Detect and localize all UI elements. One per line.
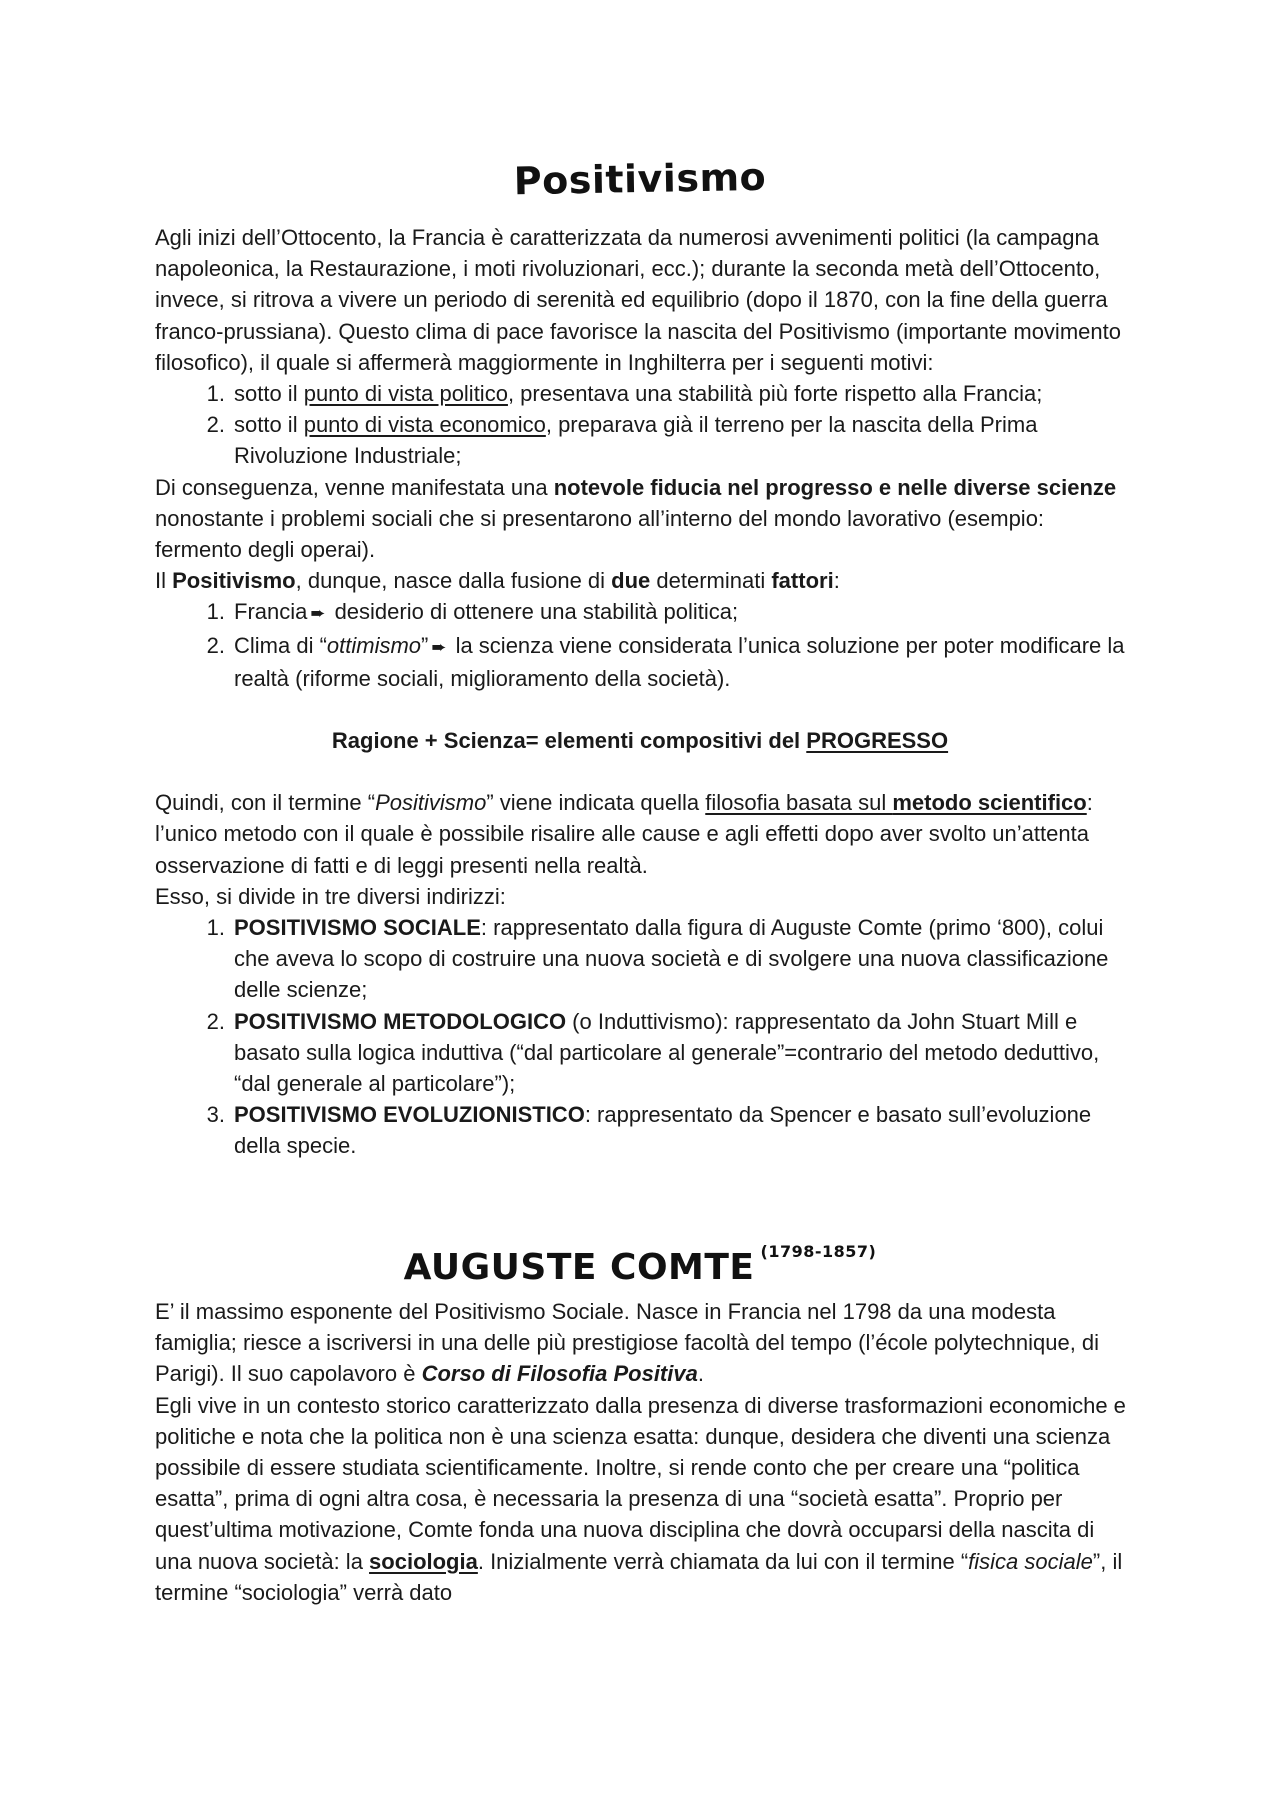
arrow-icon: ➨ [431, 636, 447, 657]
indirizzi-list [155, 912, 1135, 1162]
list-item: 2. Clima di “ottimismo” ➨ la scienza viene considerata l’unica soluzione per poter modificare la realtà (riforme sociali, miglioramento della società). [206, 632, 1125, 691]
title-positivismo: Positivismo [513, 154, 767, 204]
title-auguste-comte: AUGUSTE COMTE $^{(1798-1857)}$ [403, 1242, 877, 1288]
list-item: 1. Francia ➨ desiderio di ottenere una stabilità politica; [206, 599, 739, 625]
formula-progresso: Ragione + Scienza= elementi compositivi del PROGRESSO [331, 728, 949, 754]
section-comte [155, 1296, 1135, 1608]
conseguenza-paragraph: Di conseguenza, venne manifestata una notevole fiducia nel progresso e nelle diverse scienze nonostante i problemi sociali che si presentarono all’interno del mondo lavorativo (esempio: fermento degli operai). [155, 474, 1117, 563]
fusione-paragraph: Il Positivismo, dunque, nasce dalla fusione di due determinati fattori: [155, 568, 840, 594]
dates: (1798-1857) [760, 1242, 877, 1261]
list-item: 3. POSITIVISMO EVOLUZIONISTICO: rappresentato da Spencer e basato sull’evoluzione della specie. [206, 1102, 1092, 1159]
section-positivismo [155, 222, 1135, 1162]
list-item: 2. POSITIVISMO METODOLOGICO (o Induttivismo): rappresentato da John Stuart Mill e basato sulla logica induttiva (“dal particolare al generale”=contrario del metodo deduttivo, “dal generale al particolare”); [206, 1008, 1100, 1097]
list-item: 1. sotto il punto di vista politico, presentava una stabilità più forte rispetto alla Francia; [206, 381, 1043, 407]
list-item: 1. POSITIVISMO SOCIALE: rappresentato dalla figura di Auguste Comte (primo ‘800), colui che aveva lo scopo di costruire una nuova società e di svolgere una nuova classificazione delle scienze; [206, 915, 1109, 1003]
fattori-list [155, 596, 1135, 694]
motivi-list [155, 378, 1135, 472]
intro-paragraph: Agli inizi dell’Ottocento, la Francia è caratterizzata da numerosi avvenimenti politici (la campagna napoleonica, la Restaurazione, i moti rivoluzionari, ecc.); durante la seconda metà dell’Ottocento, invece, si ritrova a vivere un periodo di serenità ed equilibrio (dopo il 1870, con la fine della guerra franco-prussiana). Questo clima di pace favorisce la nascita del Positivismo (importante movimento filosofico), il quale si affermerà maggiormente in Inghilterra per i seguenti motivi: [155, 225, 1121, 375]
comte-paragraph-2: Egli vive in un contesto storico caratterizzato dalla presenza di diverse trasformazioni economiche e politiche e nota che la politica non è una scienza esatta: dunque, desidera che diventi una scienza possibile di essere studiata scientificamente. Inoltre, si rende conto che per creare una “politica esatta”, prima di ogni altra cosa, è necessaria la presenza di una “società esatta”. Proprio per quest’ultima motivazione, Comte fonda una nuova disciplina che dovrà occuparsi della nascita di una nuova società: la sociologia. Inizialmente verrà chiamata da lui con il termine “fisica sociale”, il termine “sociologia” verrà dato [155, 1392, 1126, 1605]
esso-paragraph: Esso, si divide in tre diversi indirizzi: [155, 883, 506, 909]
arrow-icon: ➨ [310, 603, 326, 624]
comte-paragraph-1: E’ il massimo esponente del Positivismo Sociale. Nasce in Francia nel 1798 da una modesta famiglia; riesce a iscriversi in una delle più prestigiose facoltà del tempo (l’école polytechnique, di Parigi). Il suo capolavoro è Corso di Filosofia Positiva. [155, 1299, 1100, 1387]
quindi-paragraph: Quindi, con il termine “Positivismo” viene indicata quella filosofia basata sul metodo scientifico: l’unico metodo con il quale è possibile risalire alle cause e agli effetti dopo aver svolto un’attenta osservazione di fatti e di leggi presenti nella realtà. [155, 790, 1093, 878]
list-item: 2. sotto il punto di vista economico, preparava già il terreno per la nascita della Prima Rivoluzione Industriale; [206, 412, 1038, 469]
